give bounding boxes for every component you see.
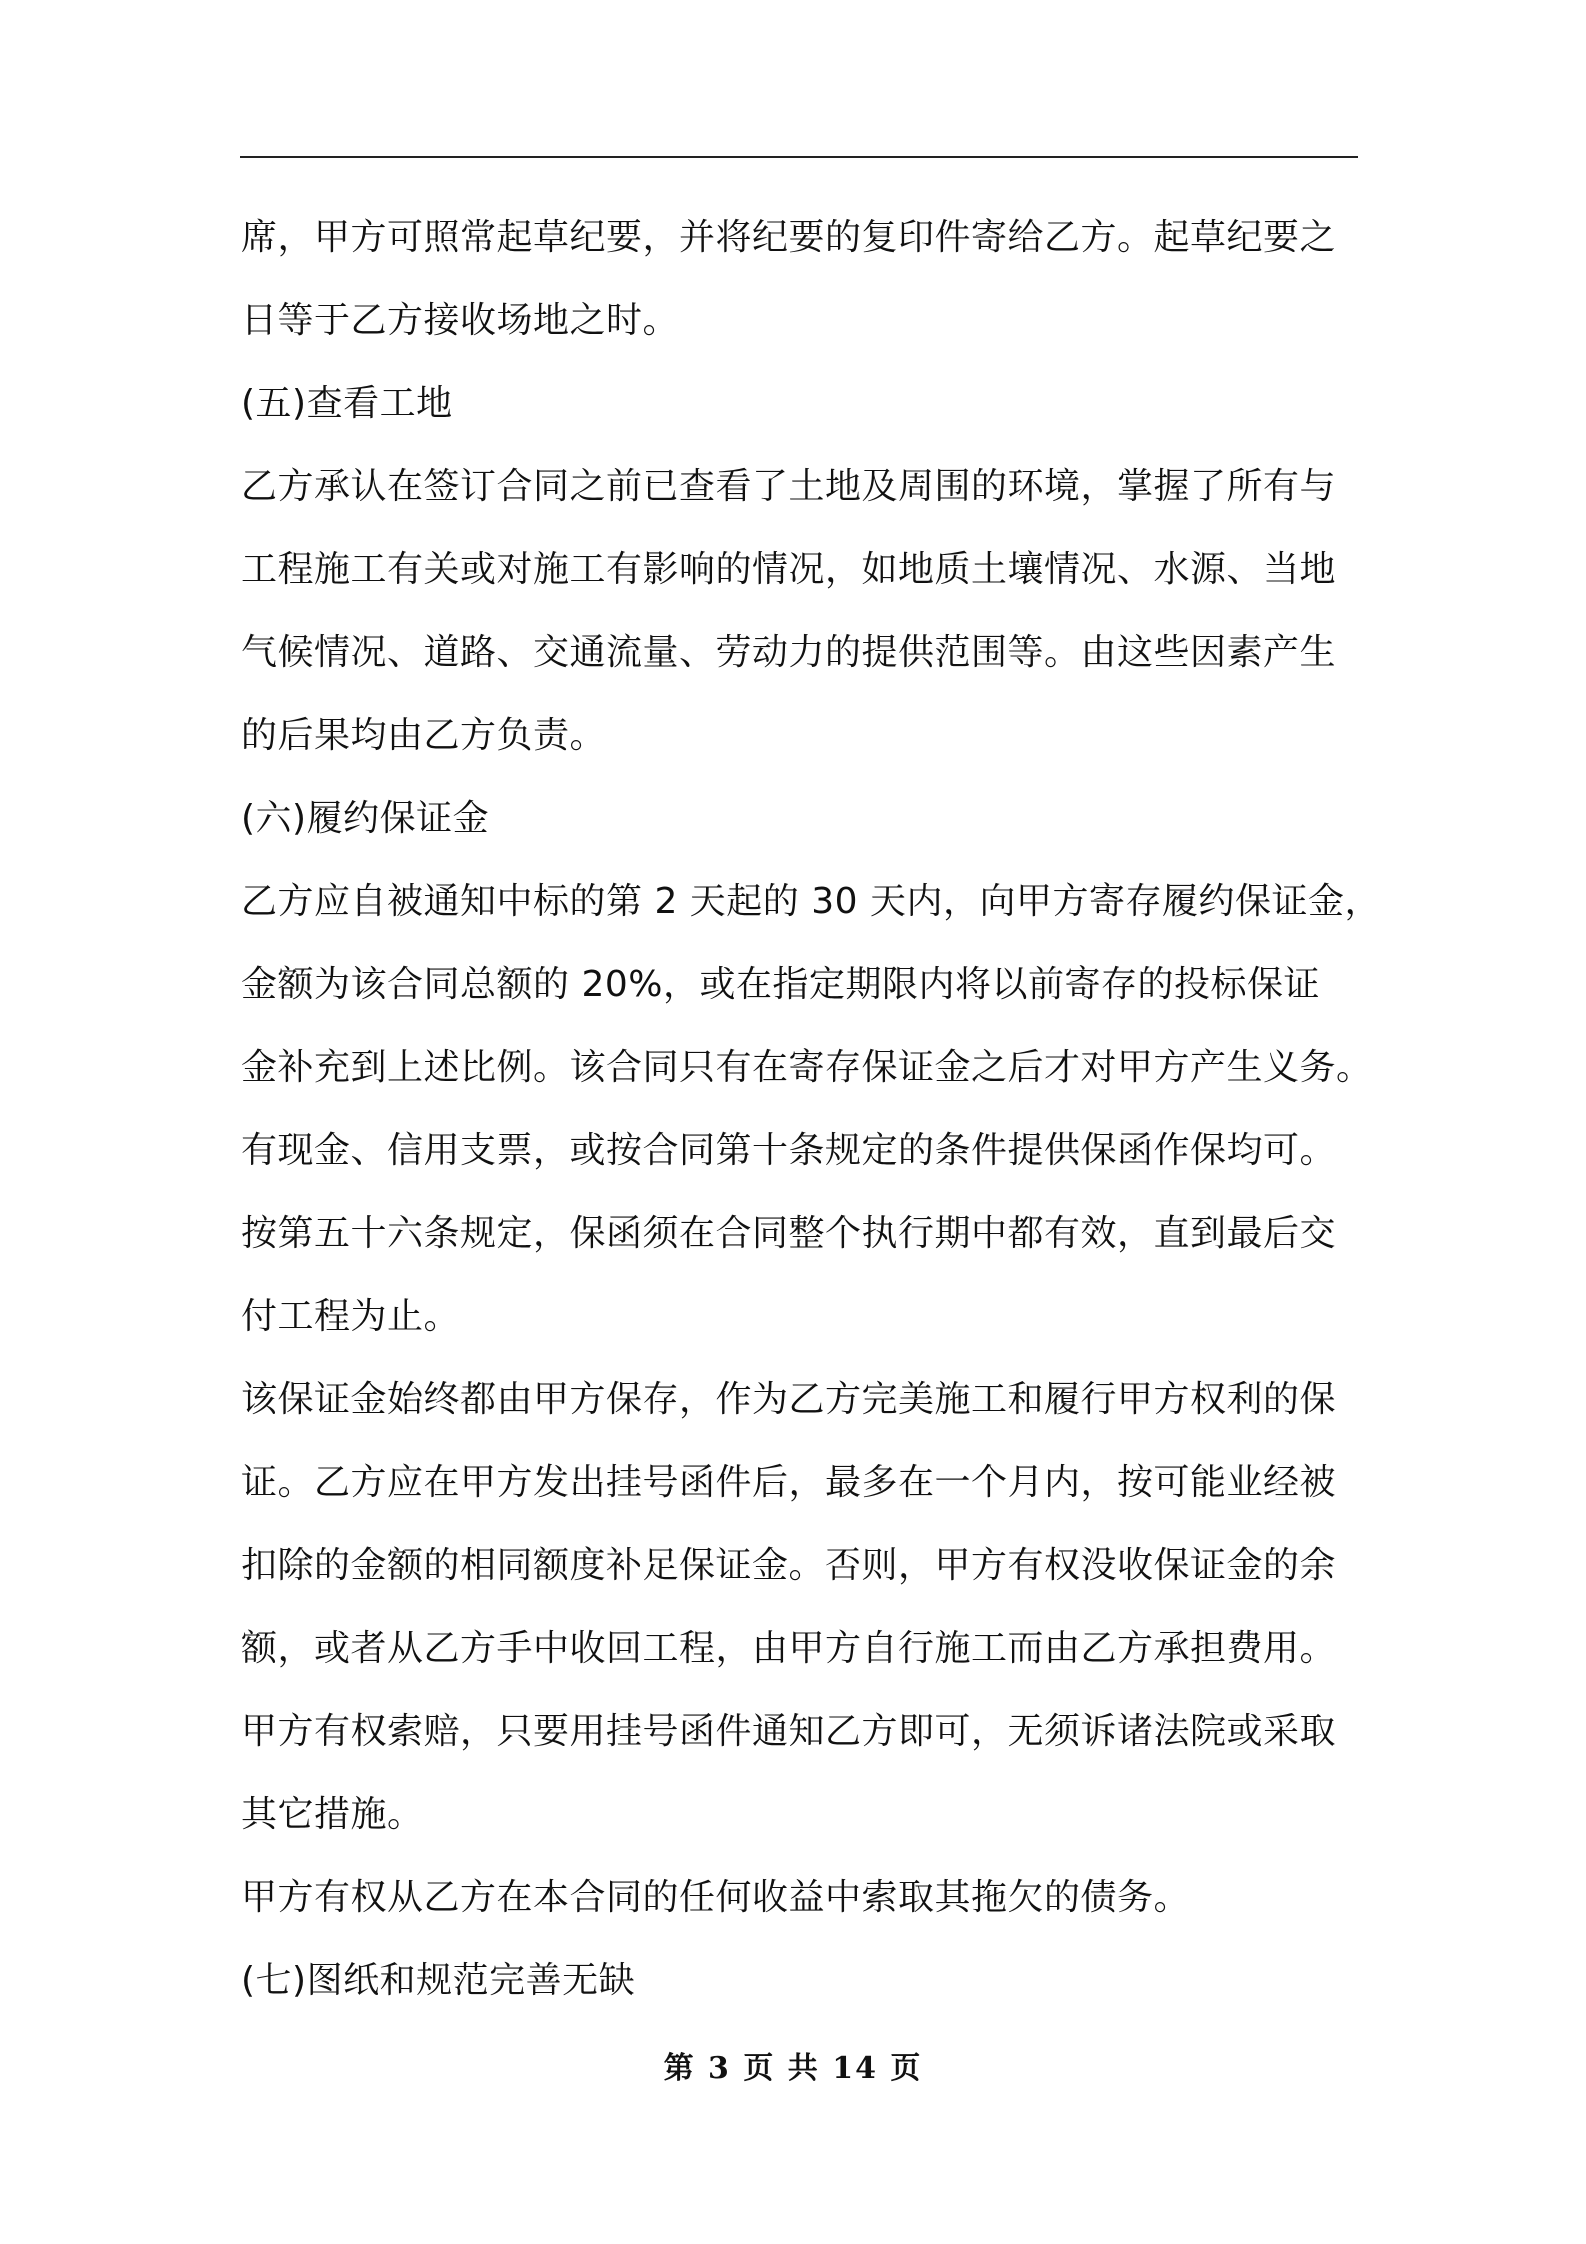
page-footer [0, 2043, 1586, 2087]
text-line: 金额为该合同总额的 20%，或在指定期限内将以前寄存的投标保证 [241, 964, 1320, 1005]
text-line: 扣除的金额的相同额度补足保证金。否则，甲方有权没收保证金的余 [241, 1545, 1337, 1586]
body-text [241, 196, 1381, 2022]
text-line: 甲方有权索赔，只要用挂号函件通知乙方即可，无须诉诸法院或采取 [241, 1711, 1337, 1752]
text-line: 席，甲方可照常起草纪要，并将纪要的复印件寄给乙方。起草纪要之 [241, 217, 1337, 258]
text-line: 的后果均由乙方负责。 [241, 715, 607, 756]
text-line: 其它措施。 [241, 1794, 424, 1835]
section-heading: (五)查看工地 [241, 383, 453, 424]
text-line: 证。乙方应在甲方发出挂号函件后，最多在一个月内，按可能业经被 [241, 1462, 1337, 1503]
text-line: 气候情况、道路、交通流量、劳动力的提供范围等。由这些因素产生 [241, 632, 1337, 673]
text-line: 额，或者从乙方手中收回工程，由甲方自行施工而由乙方承担费用。 [241, 1628, 1337, 1669]
text-line: 乙方承认在签订合同之前已查看了土地及周围的环境，掌握了所有与 [241, 466, 1337, 507]
text-line: 有现金、信用支票，或按合同第十条规定的条件提供保函作保均可。 [241, 1130, 1337, 1171]
text-line: 乙方应自被通知中标的第 2 天起的 30 天内，向甲方寄存履约保证金， [241, 881, 1381, 922]
text-line: 该保证金始终都由甲方保存，作为乙方完美施工和履行甲方权利的保 [241, 1379, 1337, 1420]
text-line: 工程施工有关或对施工有影响的情况，如地质土壤情况、水源、当地 [241, 549, 1337, 590]
section-heading: (七)图纸和规范完善无缺 [241, 1960, 636, 2001]
text-line: 甲方有权从乙方在本合同的任何收益中索取其拖欠的债务。 [241, 1877, 1191, 1918]
text-line: 日等于乙方接收场地之时。 [241, 300, 680, 341]
text-line: 付工程为止。 [241, 1296, 461, 1337]
text-line: 金补充到上述比例。该合同只有在寄存保证金之后才对甲方产生义务。 [241, 1047, 1373, 1088]
section-heading: (六)履约保证金 [241, 798, 490, 839]
text-line: 按第五十六条规定，保函须在合同整个执行期中都有效，直到最后交 [241, 1213, 1337, 1254]
page-number-label: 第 3 页 共 14 页 [663, 2051, 923, 2086]
header-rule [240, 156, 1358, 158]
